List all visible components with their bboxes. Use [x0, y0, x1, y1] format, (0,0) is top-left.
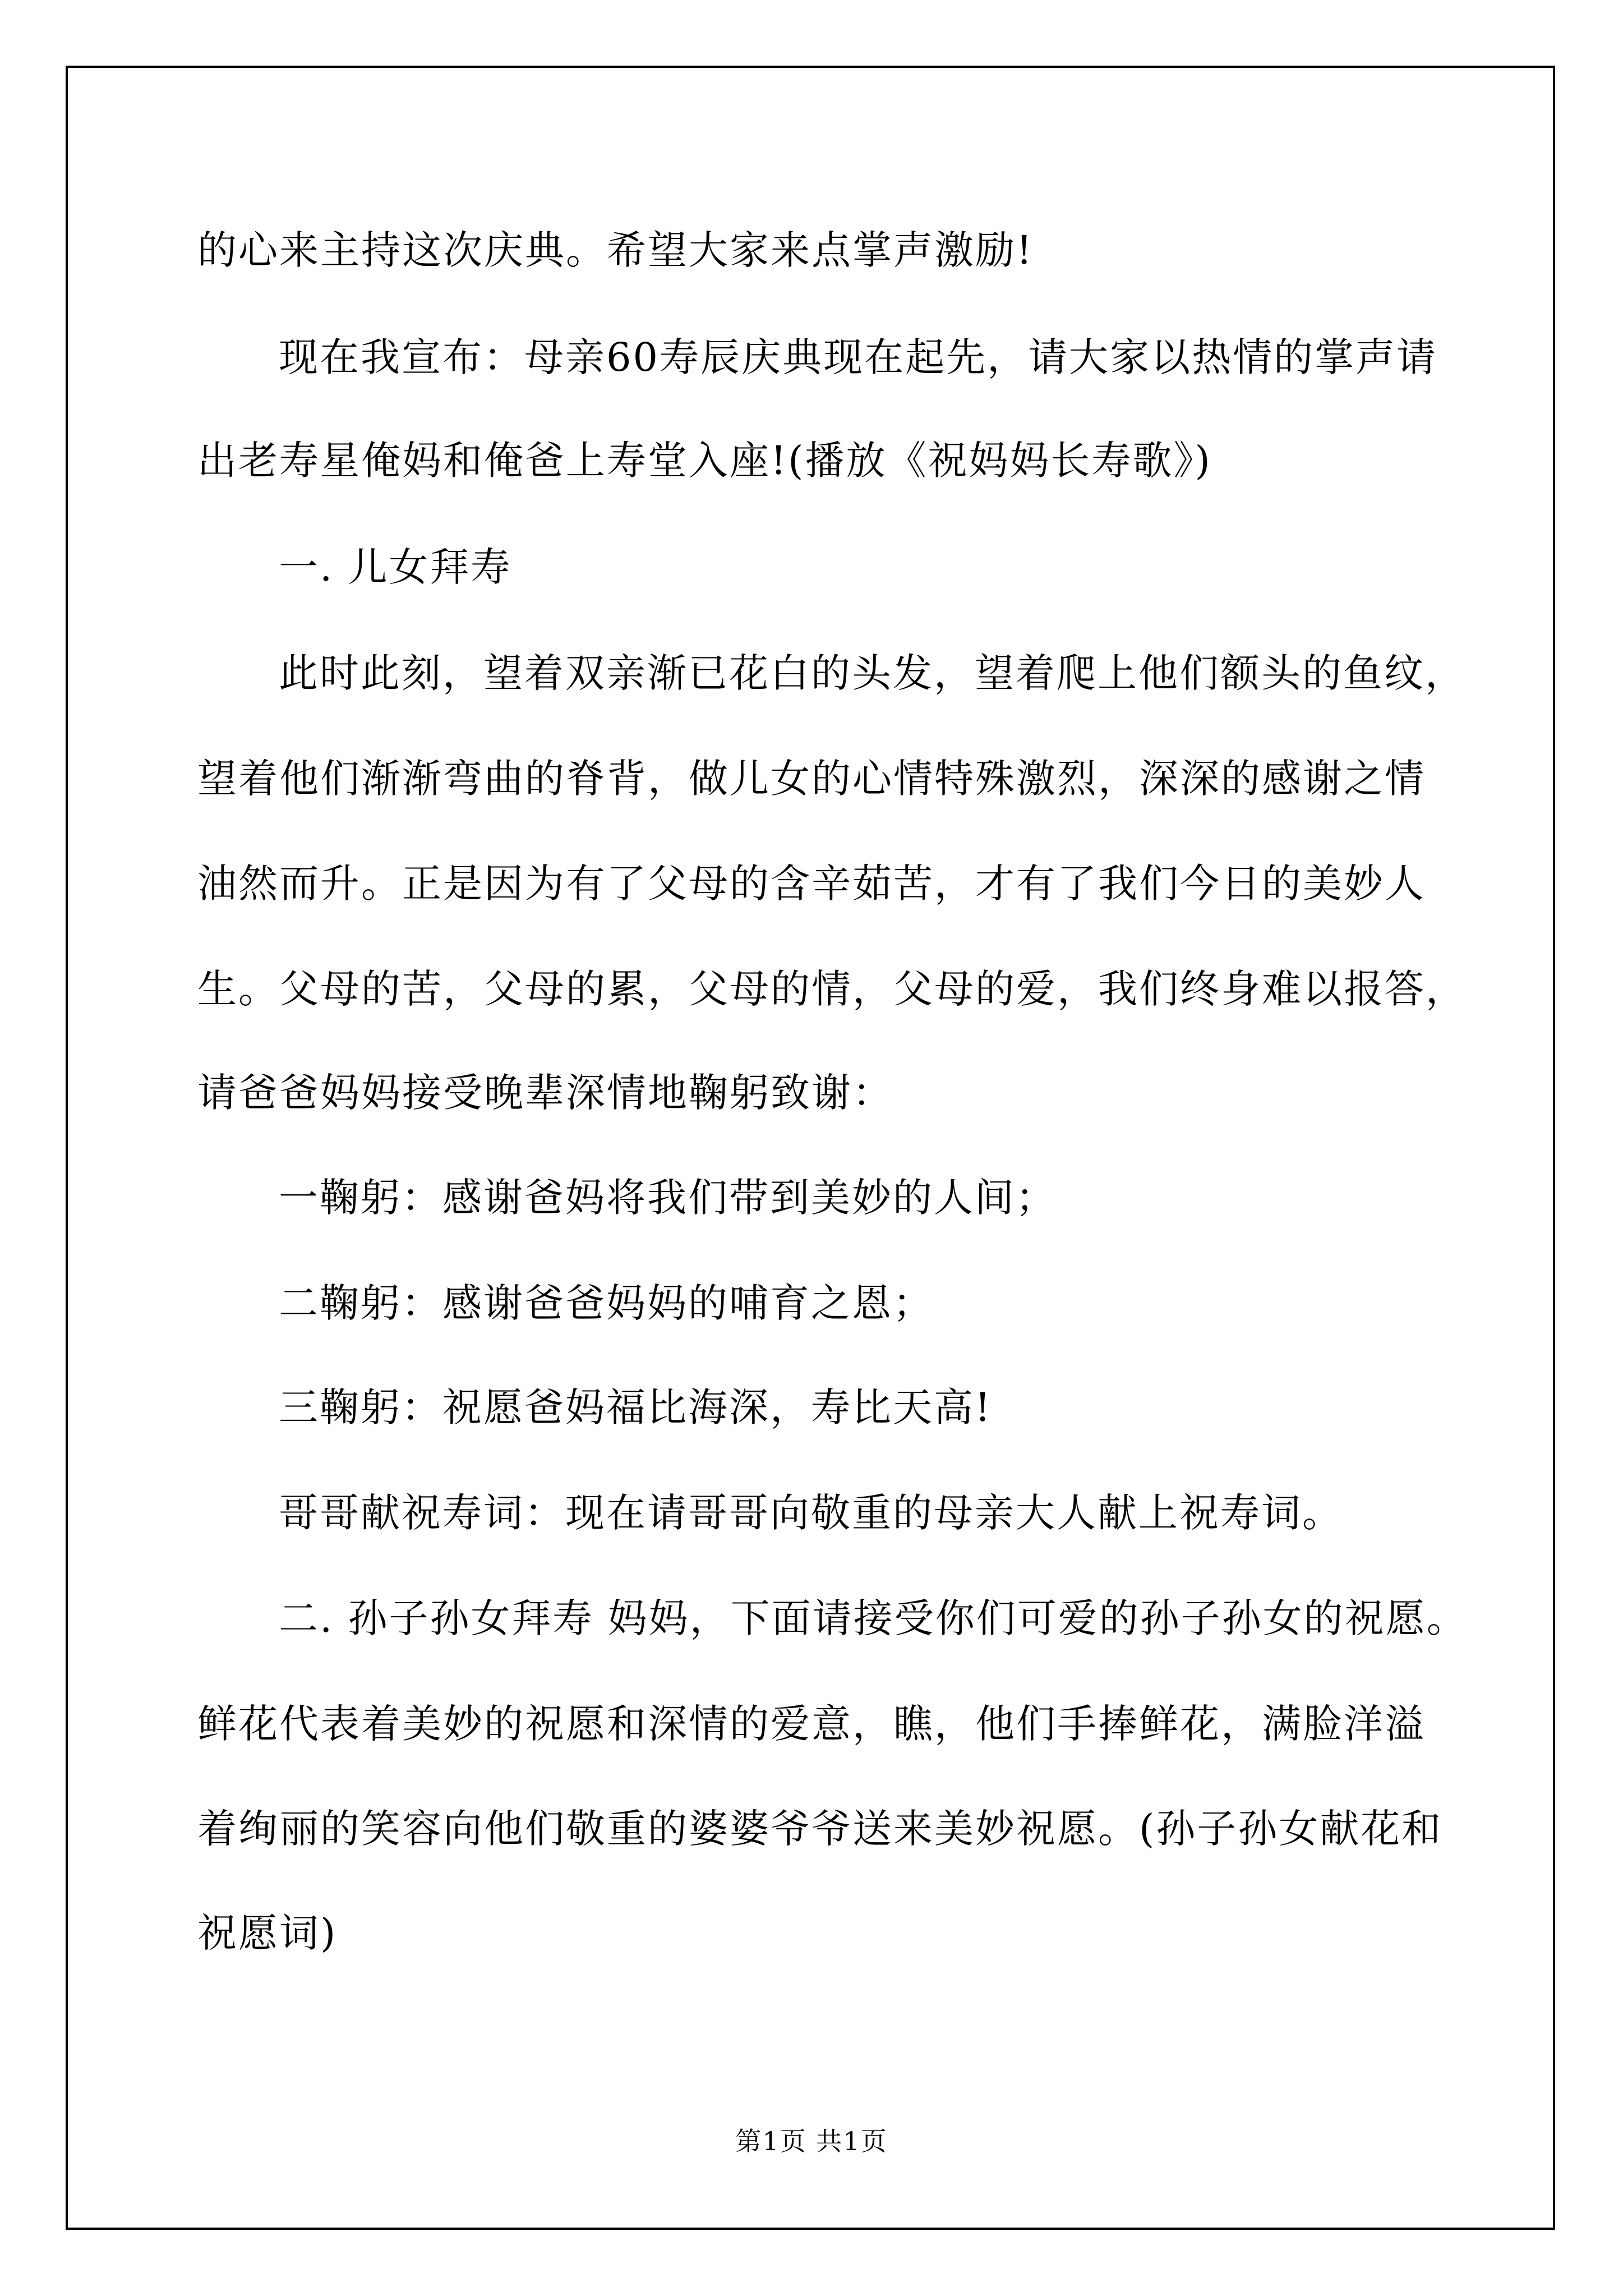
paragraph-line: 哥哥献祝寿词：现在请哥哥向敬重的母亲大人献上祝寿词。 [279, 1490, 1343, 1536]
paragraph-line: 生。父母的苦，父母的累，父母的情，父母的爱，我们终身难以报答， [197, 966, 1467, 1012]
paragraph-line: 祝愿词) [197, 1910, 338, 1956]
page-number-footer: 第1页 共1页 [735, 2126, 888, 2156]
paragraph-line: 油然而升。正是因为有了父母的含辛茹苦，才有了我们今日的美妙人 [197, 861, 1426, 907]
paragraph-line: 此时此刻，望着双亲渐已花白的头发，望着爬上他们额头的鱼纹， [279, 650, 1466, 696]
paragraph-line: 请爸爸妈妈接受晚辈深情地鞠躬致谢： [197, 1070, 893, 1116]
paragraph-line: 一鞠躬：感谢爸妈将我们带到美妙的人间； [279, 1175, 1057, 1221]
paragraph-line: 的心来主持这次庆典。希望大家来点掌声激励! [197, 227, 1034, 273]
paragraph-line: 望着他们渐渐弯曲的脊背，做儿女的心情特殊激烈，深深的感谢之情 [197, 756, 1426, 802]
paragraph-line: 现在我宣布：母亲60寿辰庆典现在起先，请大家以热情的掌声请 [279, 334, 1438, 380]
section-heading: 一. 儿女拜寿 [279, 544, 512, 590]
paragraph-line: 着绚丽的笑容向他们敬重的婆婆爷爷送来美妙祝愿。(孙子孙女献花和 [197, 1806, 1443, 1852]
section-heading: 二. 孙子孙女拜寿 妈妈，下面请接受你们可爱的孙子孙女的祝愿。 [279, 1595, 1468, 1641]
paragraph-line: 鲜花代表着美妙的祝愿和深情的爱意，瞧，他们手捧鲜花，满脸洋溢 [197, 1701, 1426, 1747]
paragraph-line: 三鞠躬：祝愿爸妈福比海深，寿比天高! [279, 1384, 993, 1430]
page-border [66, 66, 1555, 2230]
paragraph-line: 二鞠躬：感谢爸爸妈妈的哺育之恩； [279, 1280, 934, 1326]
paragraph-line: 出老寿星俺妈和俺爸上寿堂入座!(播放《祝妈妈长寿歌》) [197, 438, 1212, 484]
